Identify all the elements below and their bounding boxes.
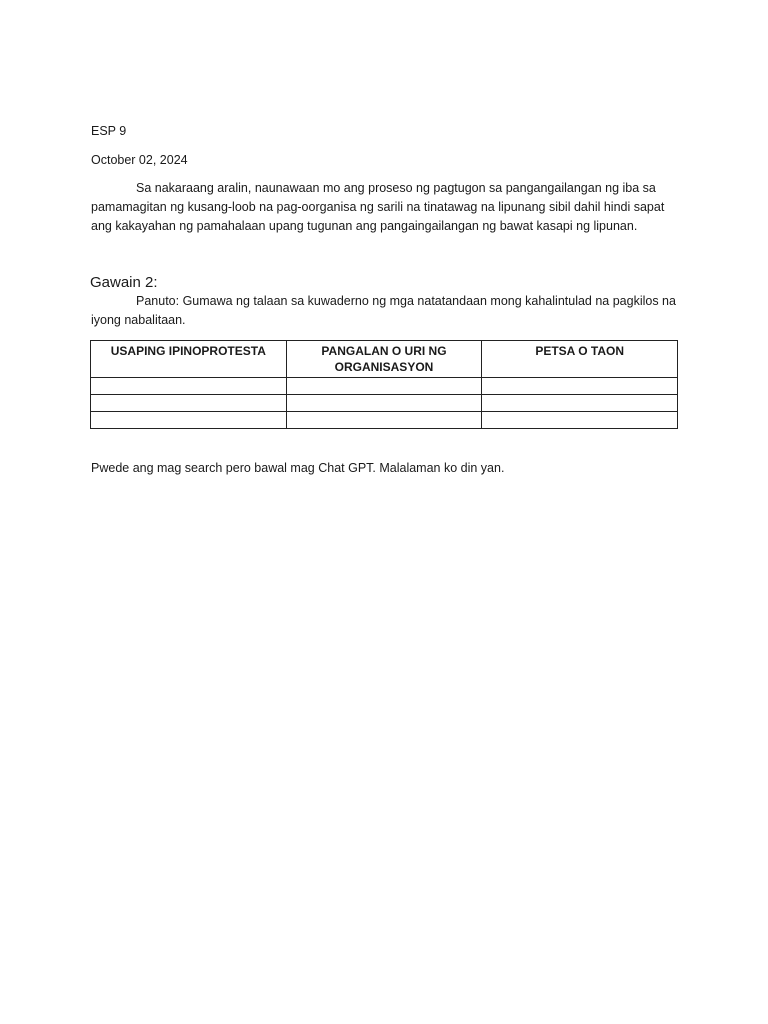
table-row (91, 395, 678, 412)
table-header-row (91, 341, 678, 378)
table-header-cell: USAPING IPINOPROTESTA (91, 341, 287, 378)
table-cell (286, 412, 482, 429)
intro-paragraph: Sa nakaraang aralin, naunawaan mo ang proseso ng pagtugon sa pangangailangan ng iba sa pamamagitan ng kusang-loob na pag-oorganisa ng sarili na tinatawag na lipunang sibil dahil hindi sapat ang kakayahan ng pamahalaan upang tugunan ang pangaingailangan ng bawat kasapi ng lipunan. (91, 181, 665, 233)
table-row (91, 412, 678, 429)
table-cell (286, 395, 482, 412)
closing-note: Pwede ang mag search pero bawal mag Chat GPT. Malalaman ko din yan. (91, 461, 505, 475)
worksheet-table (90, 340, 678, 429)
subject-label: ESP 9 (91, 124, 127, 138)
date-label: October 02, 2024 (91, 153, 188, 167)
table-row (91, 378, 678, 395)
table-header-cell: PANGALAN O URI NG ORGANISASYON (286, 341, 482, 378)
table-cell (91, 395, 287, 412)
table-cell (91, 378, 287, 395)
table-cell (482, 412, 678, 429)
table-cell (482, 378, 678, 395)
instructions-paragraph: Panuto: Gumawa ng talaan sa kuwaderno ng mga natatandaan mong kahalintulad na pagkilos na iyong nabalitaan. (91, 294, 676, 327)
table-cell (482, 395, 678, 412)
activity-heading: Gawain 2: (90, 274, 158, 291)
table-cell (286, 378, 482, 395)
table-cell (91, 412, 287, 429)
table-header-cell: PETSA O TAON (482, 341, 678, 378)
